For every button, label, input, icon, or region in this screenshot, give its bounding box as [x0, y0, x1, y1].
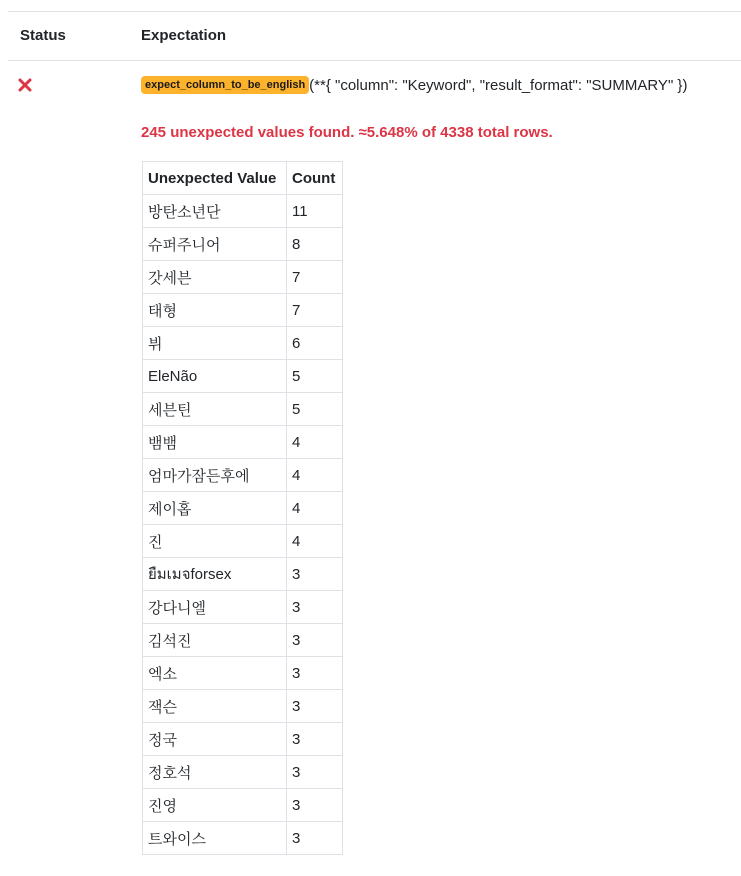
table-row	[143, 723, 343, 756]
expectation-column-header: Expectation	[141, 27, 227, 44]
count-cell: 6	[287, 327, 343, 360]
unexpected-value-cell: 김석진	[143, 624, 287, 657]
table-row	[143, 426, 343, 459]
table-row	[143, 228, 343, 261]
table-row	[143, 459, 343, 492]
x-icon	[17, 75, 33, 95]
count-header: Count	[287, 162, 343, 195]
unexpected-value-cell: 진	[143, 525, 287, 558]
table-row	[143, 624, 343, 657]
count-cell: 4	[287, 459, 343, 492]
table-row	[143, 525, 343, 558]
count-cell: 7	[287, 294, 343, 327]
table-row	[143, 591, 343, 624]
count-cell: 3	[287, 558, 343, 591]
header-divider	[8, 60, 741, 61]
count-cell: 3	[287, 723, 343, 756]
table-row	[143, 789, 343, 822]
table-row	[143, 492, 343, 525]
table-row	[143, 393, 343, 426]
status-column-header: Status	[20, 27, 66, 44]
table-row	[143, 327, 343, 360]
expectation-kwargs: (**{ "column": "Keyword", "result_format": "SUMMARY" })	[309, 77, 688, 94]
count-cell: 3	[287, 822, 343, 855]
table-header-row	[143, 162, 343, 195]
count-cell: 7	[287, 261, 343, 294]
unexpected-values-table	[142, 161, 343, 855]
count-cell: 3	[287, 624, 343, 657]
count-cell: 3	[287, 591, 343, 624]
count-cell: 5	[287, 393, 343, 426]
table-row	[143, 657, 343, 690]
unexpected-value-cell: 갓세븐	[143, 261, 287, 294]
unexpected-value-cell: 엄마가잠든후에	[143, 459, 287, 492]
count-cell: 4	[287, 426, 343, 459]
table-row	[143, 195, 343, 228]
count-cell: 4	[287, 525, 343, 558]
table-row	[143, 360, 343, 393]
unexpected-value-cell: 뱀뱀	[143, 426, 287, 459]
unexpected-value-cell: 강다니엘	[143, 591, 287, 624]
table-row	[143, 261, 343, 294]
count-cell: 3	[287, 756, 343, 789]
unexpected-value-cell: ยืมเมจforsex	[143, 558, 287, 591]
count-cell: 5	[287, 360, 343, 393]
unexpected-value-cell: 잭슨	[143, 690, 287, 723]
unexpected-value-cell: 뷔	[143, 327, 287, 360]
unexpected-value-cell: 진영	[143, 789, 287, 822]
count-cell: 8	[287, 228, 343, 261]
unexpected-value-cell: 태형	[143, 294, 287, 327]
table-row	[143, 822, 343, 855]
unexpected-value-cell: 방탄소년단	[143, 195, 287, 228]
count-cell: 3	[287, 789, 343, 822]
unexpected-value-cell: 정호석	[143, 756, 287, 789]
table-row	[143, 756, 343, 789]
expectation-row	[141, 76, 687, 96]
count-cell: 3	[287, 690, 343, 723]
count-cell: 11	[287, 195, 343, 228]
top-divider	[8, 11, 741, 12]
table-row	[143, 558, 343, 591]
unexpected-value-cell: 제이홉	[143, 492, 287, 525]
unexpected-value-cell: 슈퍼주니어	[143, 228, 287, 261]
unexpected-value-cell: 세븐틴	[143, 393, 287, 426]
unexpected-value-cell: 정국	[143, 723, 287, 756]
unexpected-value-cell: 트와이스	[143, 822, 287, 855]
expectation-name-badge: expect_column_to_be_english	[141, 76, 309, 94]
unexpected-summary: 245 unexpected values found. ≈5.648% of 4338 total rows.	[141, 124, 553, 141]
unexpected-value-header: Unexpected Value	[143, 162, 287, 195]
table-row	[143, 294, 343, 327]
unexpected-value-cell: EleNão	[143, 360, 287, 393]
count-cell: 4	[287, 492, 343, 525]
table-row	[143, 690, 343, 723]
unexpected-value-cell: 엑소	[143, 657, 287, 690]
count-cell: 3	[287, 657, 343, 690]
